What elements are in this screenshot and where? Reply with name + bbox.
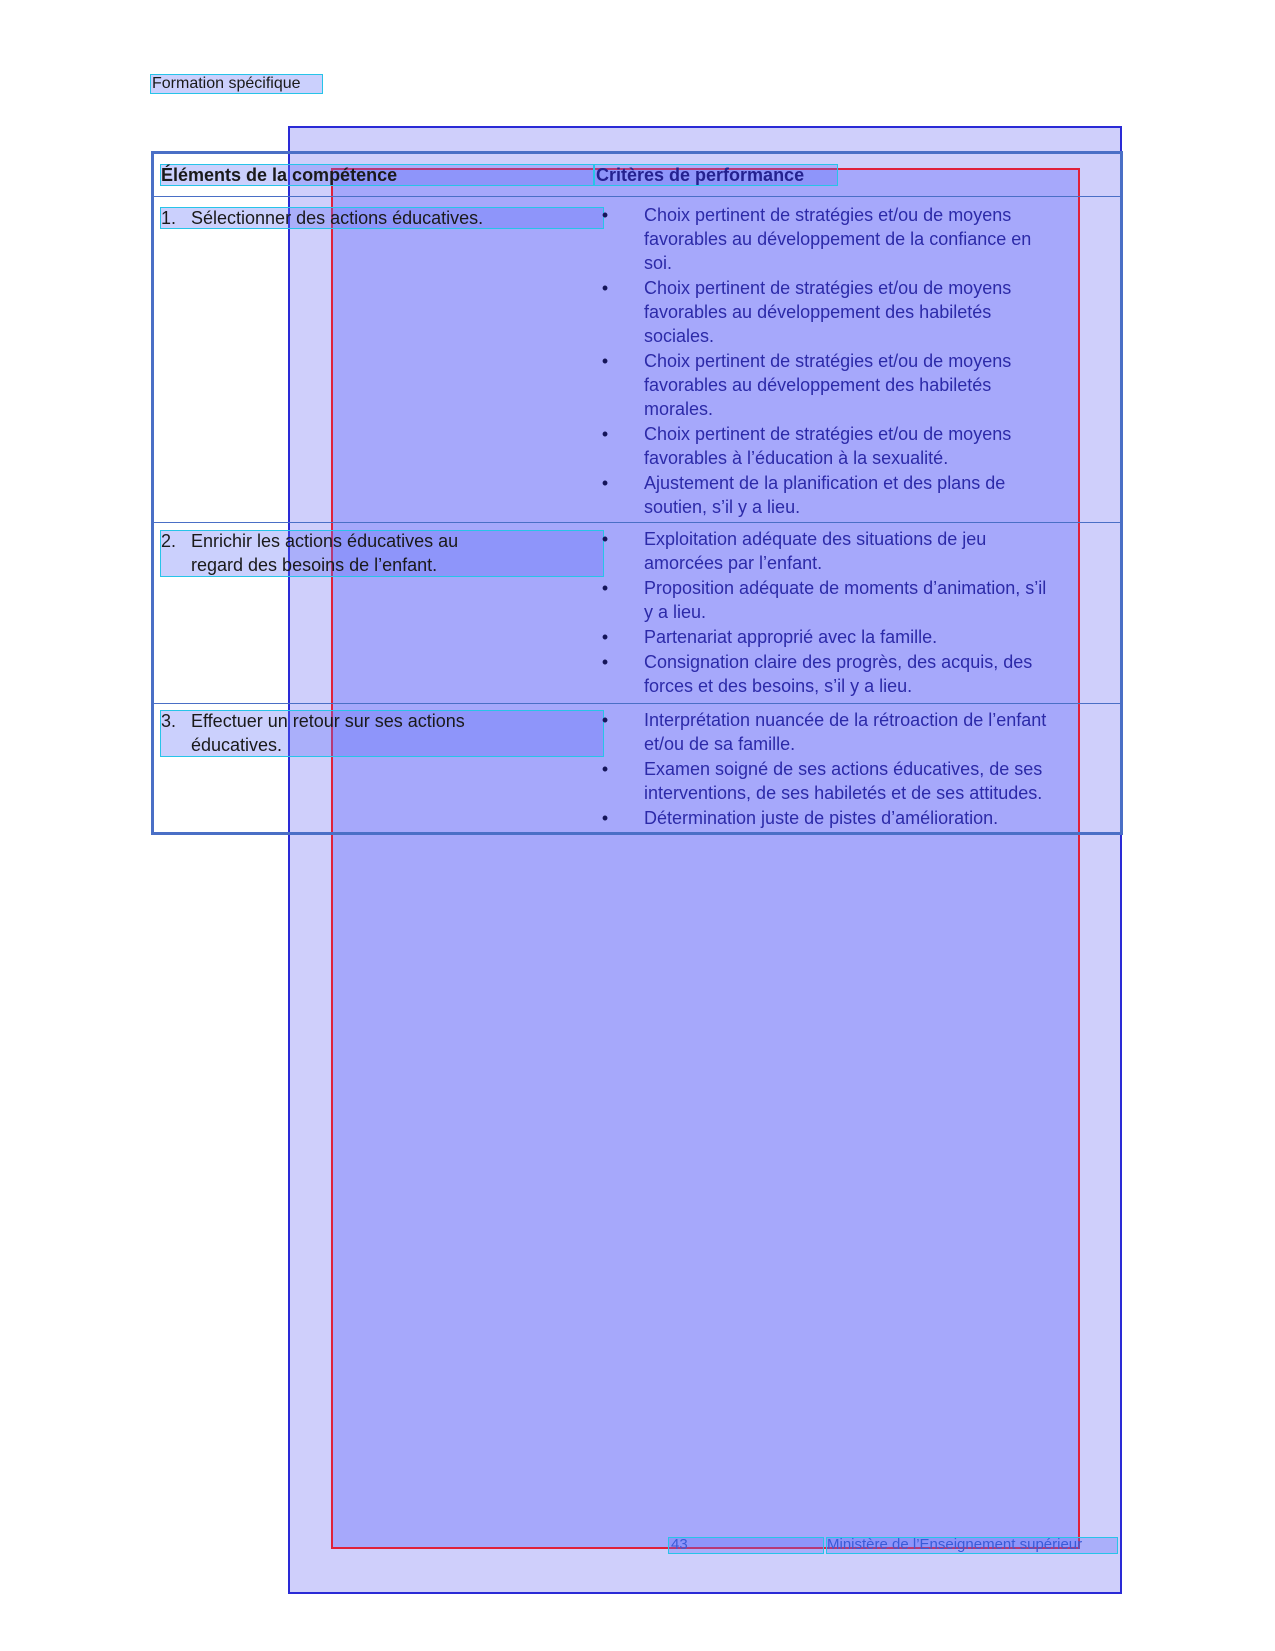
- element-2-number: 2.: [161, 531, 177, 551]
- criterion-line: Examen soigné de ses actions éducatives, de ses: [644, 759, 1043, 779]
- criterion-line: Interprétation nuancée de la rétroaction de l’enfant: [644, 710, 1047, 730]
- criterion-line: soutien, s’il y a lieu.: [644, 497, 801, 517]
- criterion-line: Partenariat approprié avec la famille.: [644, 627, 938, 647]
- bullet-icon: •: [601, 529, 609, 549]
- criterion-line: Proposition adéquate de moments d’animation, s’il: [644, 578, 1047, 598]
- criterion-line: Choix pertinent de stratégies et/ou de moyens: [644, 424, 1012, 444]
- criterion-line: Consignation claire des progrès, des acquis, des: [644, 652, 1033, 672]
- bullet-icon: •: [601, 578, 609, 598]
- bullet-icon: •: [601, 351, 609, 371]
- criterion-line: interventions, de ses habiletés et de ses attitudes.: [644, 783, 1043, 803]
- element-3: [161, 709, 465, 757]
- criterion-line: y a lieu.: [644, 602, 707, 622]
- column-header-criteria: Critères de performance: [596, 165, 805, 185]
- element-1: [161, 206, 483, 230]
- criterion-line: favorables au développement de la confiance en: [644, 229, 1032, 249]
- page-header-title: Formation spécifique: [152, 75, 301, 92]
- element-1-line-1: Sélectionner des actions éducatives.: [191, 208, 484, 228]
- bullet-icon: •: [601, 652, 609, 672]
- element-2-line-2: regard des besoins de l’enfant.: [191, 555, 438, 575]
- bullet-icon: •: [601, 278, 609, 298]
- criterion-line: Choix pertinent de stratégies et/ou de moyens: [644, 205, 1012, 225]
- element-3-line-1: Effectuer un retour sur ses actions: [191, 711, 465, 731]
- criterion-line: Choix pertinent de stratégies et/ou de moyens: [644, 351, 1012, 371]
- criterion-line: forces et des besoins, s’il y a lieu.: [644, 676, 913, 696]
- criterion-line: favorables au développement des habiletés: [644, 302, 992, 322]
- element-3-number: 3.: [161, 711, 177, 731]
- criterion-line: sociales.: [644, 326, 715, 346]
- row-divider-1: [154, 522, 1120, 523]
- column-header-elements: Éléments de la compétence: [161, 165, 398, 185]
- bullet-icon: •: [601, 424, 609, 444]
- footer-publisher: Ministère de l’Enseignement supérieur: [827, 1536, 1083, 1553]
- element-2: [161, 529, 458, 577]
- element-3-line-2: éducatives.: [191, 735, 283, 755]
- criterion-line: et/ou de sa famille.: [644, 734, 796, 754]
- bullet-icon: •: [601, 473, 609, 493]
- criterion-line: soi.: [644, 253, 673, 273]
- criterion-line: morales.: [644, 399, 714, 419]
- bullet-icon: •: [601, 808, 609, 828]
- element-1-number: 1.: [161, 208, 177, 228]
- row-divider-2: [154, 703, 1120, 704]
- bullet-icon: •: [601, 627, 609, 647]
- element-2-line-1: Enrichir les actions éducatives au: [191, 531, 459, 551]
- criterion-line: Ajustement de la planification et des plans de: [644, 473, 1006, 493]
- footer-page-number: 43: [671, 1536, 688, 1553]
- bullet-icon: •: [601, 205, 609, 225]
- header-divider: [154, 196, 1120, 197]
- bullet-icon: •: [601, 759, 609, 779]
- footer-page-highlight: [668, 1537, 824, 1554]
- bullet-icon: •: [601, 710, 609, 730]
- criterion-line: Détermination juste de pistes d’amélioration.: [644, 808, 999, 828]
- criterion-line: Exploitation adéquate des situations de jeu: [644, 529, 987, 549]
- criterion-line: favorables à l’éducation à la sexualité.: [644, 448, 949, 468]
- criterion-line: amorcées par l’enfant.: [644, 553, 823, 573]
- criterion-line: Choix pertinent de stratégies et/ou de moyens: [644, 278, 1012, 298]
- criterion-line: favorables au développement des habiletés: [644, 375, 992, 395]
